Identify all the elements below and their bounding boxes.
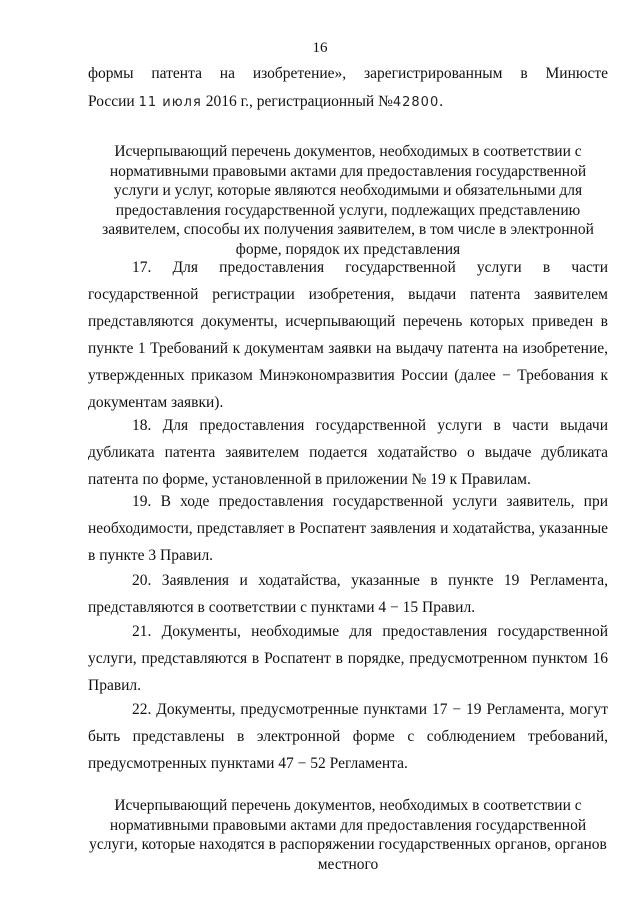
paragraph-17: 17. Для предоставления государственной услуги в части государственной регистрации изобретения, выдачи патента заявителем представляются документы, исчерпывающий перечень которых приведен в пункте 1 Требований к документам заявки на выдачу патента на изобретение, утвержденных приказом Минэкономразвития России (далее − Требования к документам заявки).	[88, 259, 608, 411]
page-number: 16	[312, 40, 328, 56]
paragraph-19: 19. В ходе предоставления государственной услуги заявитель, при необходимости, представляет в Роспатент заявления и ходатайства, указанные в пункте 3 Правил.	[88, 493, 608, 564]
intro-text-1: формы патента на изобретение», зарегистрированным в Минюсте	[88, 65, 608, 82]
intro-line-1	[88, 60, 608, 87]
intro-registration-text: 2016 г., регистрационный №	[205, 93, 393, 110]
paragraph-18: 18. Для предоставления государственной услуги в части выдачи дубликата патента заявителем подается ходатайство о выдаче дубликата патента по форме, установленной в приложении № 19 к Правилам.	[88, 417, 608, 488]
section-heading-state-documents: Исчерпывающий перечень документов, необходимых в соответствии с нормативными правовыми актами для предоставления государственной услуги, которые находятся в распоряжении государственных органов, органов местного	[89, 797, 607, 873]
intro-line-2	[88, 88, 608, 116]
intro-period: .	[439, 93, 444, 110]
paragraph-20: 20. Заявления и ходатайства, указанные в пункте 19 Регламента, представляются в соответствии с пунктами 4 − 15 Правил.	[88, 572, 608, 616]
section-heading-required-documents: Исчерпывающий перечень документов, необходимых в соответствии с нормативными правовыми актами для предоставления государственной услуги и услуг, которые являются необходимыми и обязательными для предоставления государственной услуги, подлежащих представлению заявителем, способы их получения заявителем, в том числе в электронной форме, порядок их представления	[102, 143, 594, 258]
intro-country: России	[88, 93, 135, 110]
handwritten-date: 11 июля	[138, 95, 202, 110]
paragraph-22: 22. Документы, предусмотренные пунктами 17 − 19 Регламента, могут быть представлены в электронной форме с соблюдением требований, предусмотренных пунктами 47 − 52 Регламента.	[88, 701, 608, 772]
handwritten-registration-number: 42800	[392, 95, 440, 110]
paragraph-21: 21. Документы, необходимые для предоставления государственной услуги, представляются в Роспатент в порядке, предусмотренном пунктом 16 Правил.	[88, 623, 608, 694]
